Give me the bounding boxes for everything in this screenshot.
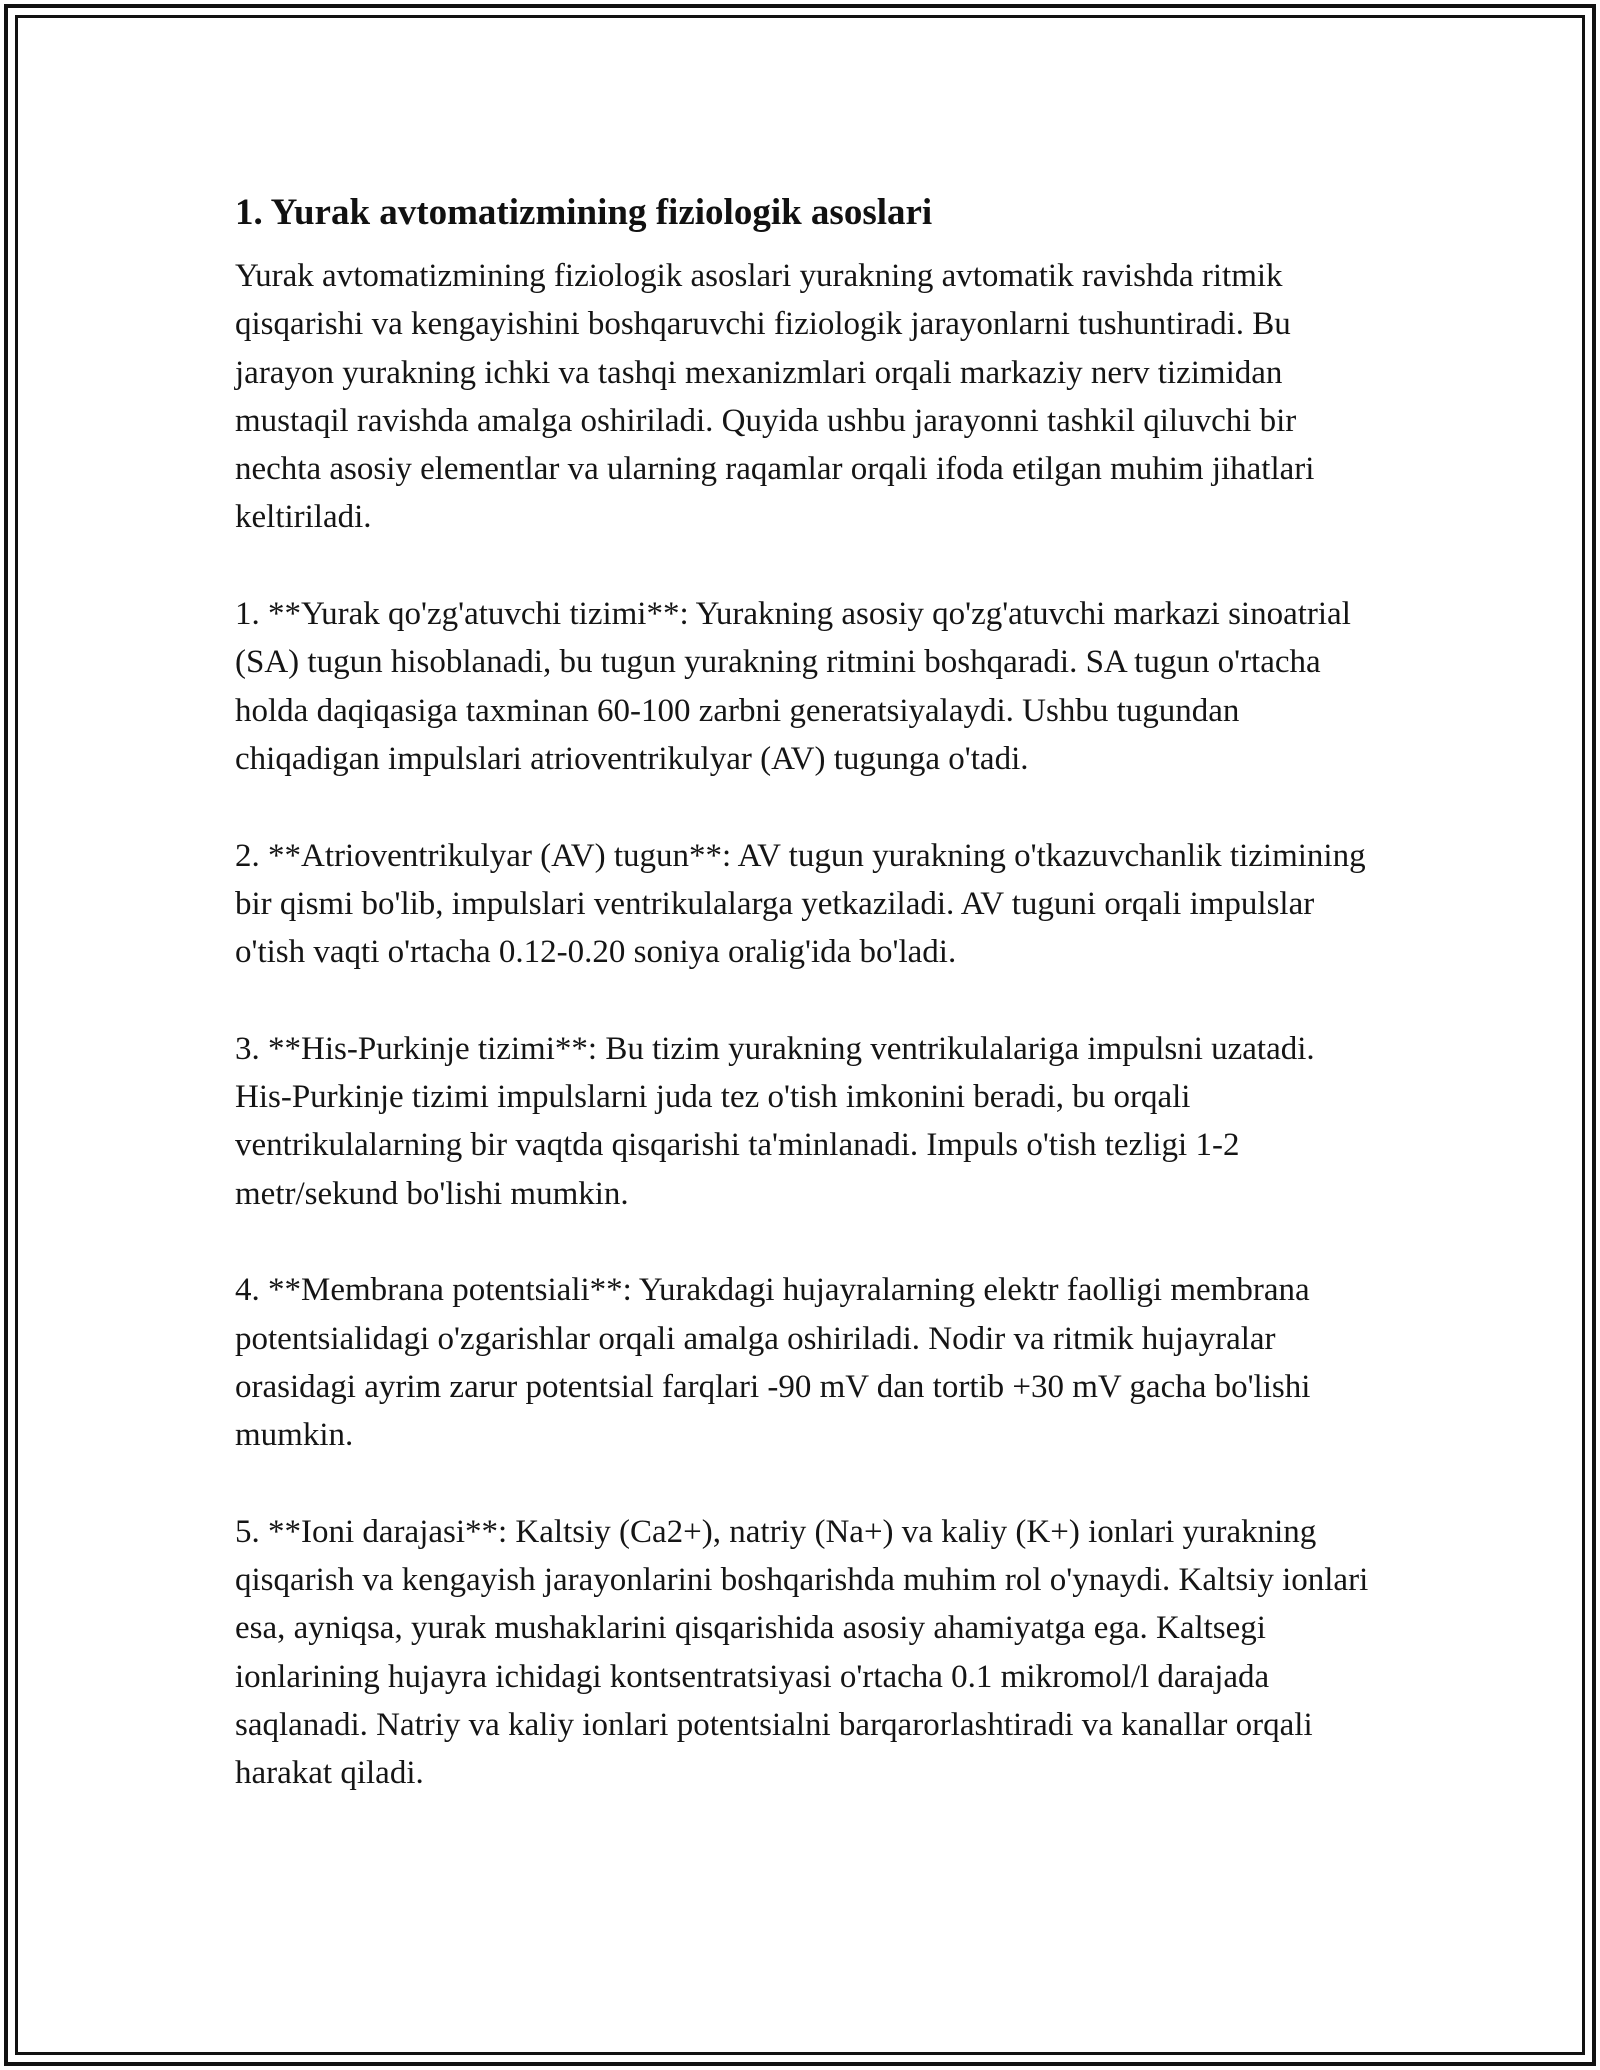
paragraph-sa-node: 1. **Yurak qo'zg'atuvchi tizimi**: Yurakning asosiy qo'zg'atuvchi markazi sinoatrial (SA) tugun hisoblanadi, bu tugun yurakning ritmini boshqaradi. SA tugun o'rtacha holda daqiqasiga taxminan 60-100 zarbni generatsiyalaydi. Ushbu tugundan chiqadigan impulslari atrioventrikulyar (AV) tugunga o'tadi. bbox=[235, 596, 1351, 777]
paragraph-his-purkinje: 3. **His-Purkinje tizimi**: Bu tizim yurakning ventrikulalariga impulsni uzatadi. His-Purkinje tizimi impulslarni juda tez o'tish imkonini beradi, bu orqali ventrikulalarning bir vaqtda qisqarishi ta'minlanadi. Impuls o'tish tezligi 1-2 metr/sekund bo'lishi mumkin. bbox=[235, 1030, 1315, 1212]
intro-paragraph: Yurak avtomatizmining fiziologik asoslari yurakning avtomatik ravishda ritmik qisqarishi va kengayishini boshqaruvchi fiziologik jarayonlarni tushuntiradi. Bu jarayon yurakning ichki va tashqi mexanizmlari orqali markaziy nerv tizimidan mustaqil ravishda amalga oshiriladi. Quyida ushbu jarayonni tashkil qiluvchi bir nechta asosiy elementlar va ularning raqamlar orqali ifoda etilgan muhim jihatlari keltiriladi. bbox=[235, 258, 1315, 536]
paragraph-membrane-potential: 4. **Membrana potentsiali**: Yurakdagi hujayralarning elektr faolligi membrana potentsialidagi o'zgarishlar orqali amalga oshiriladi. Nodir va ritmik hujayralar orasidagi ayrim zarur potentsial farqlari -90 mV dan tortib +30 mV gacha bo'lishi mumkin. bbox=[235, 1272, 1311, 1454]
document-title: 1. Yurak avtomatizmining fiziologik asoslari bbox=[235, 192, 933, 233]
paragraph-ion-levels: 5. **Ioni darajasi**: Kaltsiy (Ca2+), natriy (Na+) va kaliy (K+) ionlari yurakning qisqarish va kengayish jarayonlarini boshqarishda muhim rol o'ynaydi. Kaltsiy ionlari esa, ayniqsa, yurak mushaklarini qisqarishida asosiy ahamiyatga ega. Kaltsegi ionlarining hujayra ichidagi kontsentratsiyasi o'rtacha 0.1 mikromol/l darajada saqlanadi. Natriy va kaliy ionlari potentsialni barqarorlashtiradi va kanallar orqali harakat qiladi. bbox=[235, 1513, 1369, 1792]
paragraph-av-node: 2. **Atrioventrikulyar (AV) tugun**: AV tugun yurakning o'tkazuvchanlik tizimining bir qismi bo'lib, impulslari ventrikulalarga yetkaziladi. AV tuguni orqali impulslar o'tish vaqti o'rtacha 0.12-0.20 soniya oralig'ida bo'ladi. bbox=[235, 837, 1366, 971]
document-body bbox=[235, 186, 1375, 1798]
